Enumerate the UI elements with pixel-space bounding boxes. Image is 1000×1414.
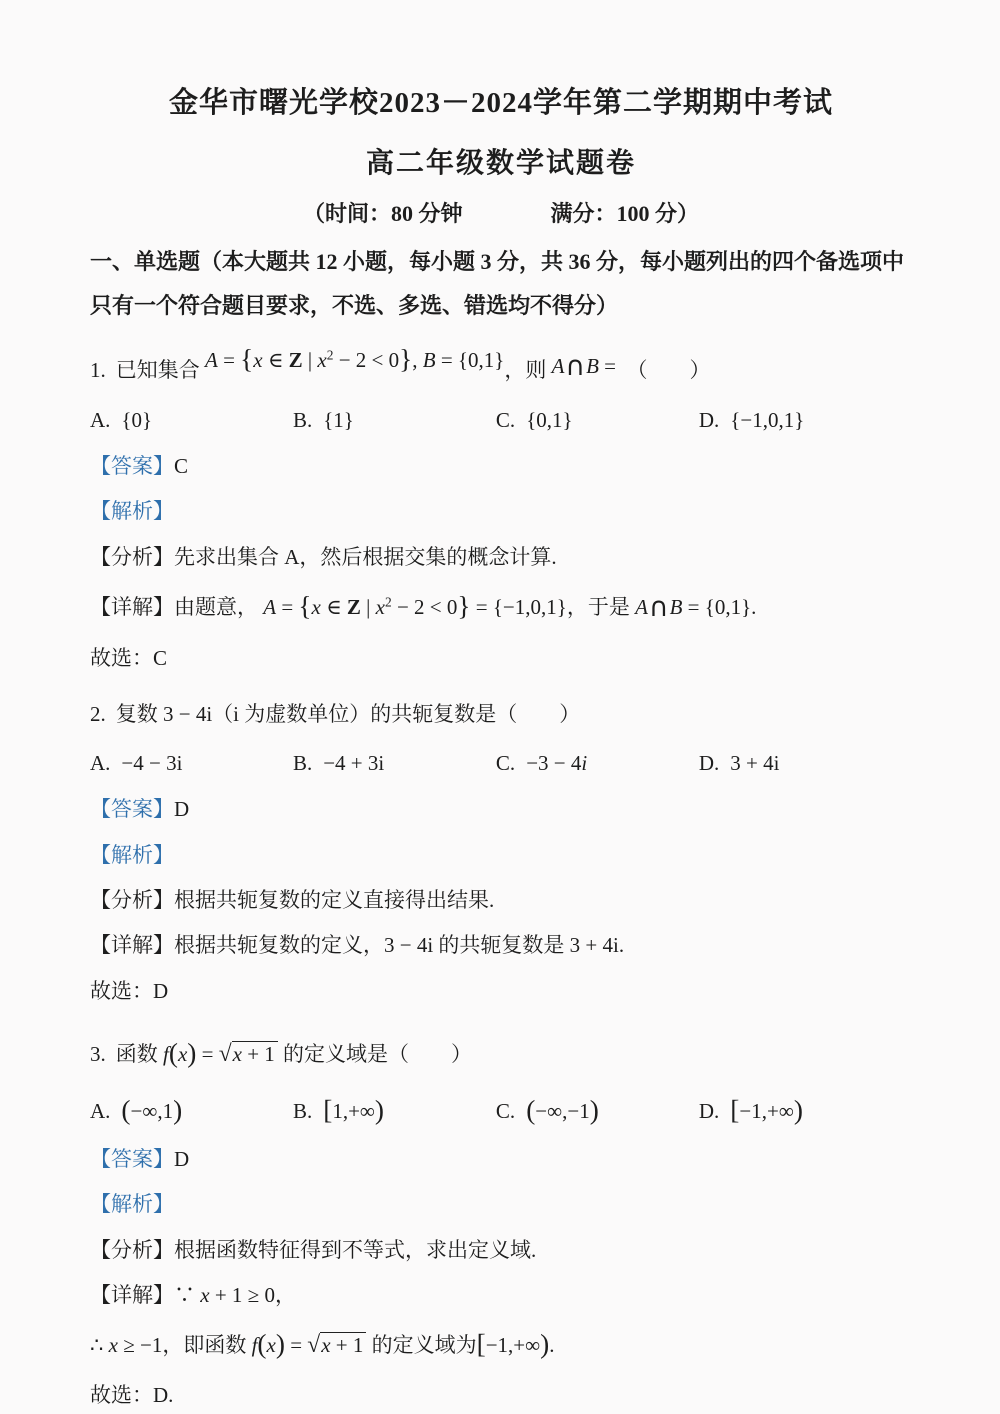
option-value: [−1,+∞) xyxy=(730,1094,803,1125)
option-a xyxy=(90,751,293,776)
answer-value: D xyxy=(174,1146,190,1171)
question-1 xyxy=(90,336,912,673)
option-value: −3 − 4i xyxy=(526,751,588,776)
question-stem-math: 已知集合 A = {x ∈ Z | $x^2 - 2 < 0$}, B = {0,1}，则 A∩B = （ ） xyxy=(115,344,711,382)
option-b xyxy=(293,1095,496,1126)
jiexi-line xyxy=(90,496,912,526)
option-label: A. xyxy=(90,1098,111,1123)
option-value: {0,1} xyxy=(526,407,573,432)
conclusion-line: 故选：D. xyxy=(90,1383,174,1407)
option-value: {−1,0,1} xyxy=(730,407,805,432)
option-d xyxy=(699,408,912,433)
answer-line xyxy=(90,794,912,824)
option-value: {0} xyxy=(121,407,153,432)
xiangjie-label: 【详解】 xyxy=(90,595,174,619)
question-number: 3. xyxy=(90,1042,106,1067)
option-value: (−∞,−1) xyxy=(526,1094,599,1125)
fenxi-line xyxy=(90,542,912,572)
question-number: 1. xyxy=(90,358,106,382)
option-label: B. xyxy=(292,1098,313,1123)
option-label: C. xyxy=(495,407,516,432)
answer-value: C xyxy=(174,453,189,478)
option-c xyxy=(496,751,699,776)
xiangjie-line xyxy=(90,930,912,960)
question-2-stem xyxy=(90,697,912,733)
option-value: −4 + 3i xyxy=(323,751,385,776)
page-title: 金华市曙光学校2023－2024学年第二学期期中考试 xyxy=(168,87,833,119)
question-2 xyxy=(90,697,912,1006)
option-label: A. xyxy=(90,751,111,776)
answer-line xyxy=(90,451,912,481)
option-label: D. xyxy=(698,751,720,776)
xiangjie-label: 【详解】 xyxy=(90,1282,174,1307)
option-label: C. xyxy=(495,751,516,776)
answer-line xyxy=(90,1144,912,1174)
question-stem-math: 函数 f(x) = √x + 1 的定义域是（ ） xyxy=(115,1038,473,1069)
option-label: C. xyxy=(495,1098,516,1123)
fenxi-text: 根据函数特征得到不等式，求出定义域. xyxy=(174,1237,537,1262)
option-d xyxy=(699,751,912,776)
option-b xyxy=(293,751,496,776)
option-value: [1,+∞) xyxy=(323,1094,384,1125)
jiexi-label: 【解析】 xyxy=(90,1192,174,1217)
question-stem-math: 复数 3 − 4i（i 为虚数单位）的共轭复数是（ ） xyxy=(115,702,581,727)
jiexi-label: 【解析】 xyxy=(90,499,174,524)
option-a xyxy=(90,1095,293,1126)
question-3 xyxy=(90,1030,912,1410)
option-value: −4 − 3i xyxy=(121,751,183,776)
jiexi-line xyxy=(90,1189,912,1219)
option-label: D. xyxy=(698,1098,720,1123)
page-subtitle: 高二年级数学试题卷 xyxy=(365,148,636,179)
question-1-options xyxy=(90,408,912,433)
xiangjie-line-2 xyxy=(90,1325,912,1365)
xiangjie-label: 【详解】 xyxy=(90,933,174,958)
option-value: (−∞,1) xyxy=(121,1094,183,1125)
question-3-stem xyxy=(90,1030,912,1076)
xiangjie-math: ∵ x + 1 ≥ 0， xyxy=(174,1282,296,1307)
fenxi-line xyxy=(90,885,912,915)
question-3-options xyxy=(90,1095,912,1126)
answer-label: 【答案】 xyxy=(90,797,174,822)
fenxi-text: 根据共轭复数的定义直接得出结果. xyxy=(174,887,495,912)
xiangjie-line xyxy=(90,1280,912,1310)
xiangjie-math: ∴ x ≥ −1，即函数 f(x) = √x + 1 的定义域为[−1,+∞). xyxy=(90,1329,555,1360)
option-value: {1} xyxy=(323,407,354,432)
xiangjie-line xyxy=(90,587,912,628)
conclusion-line: 故选：C xyxy=(90,645,168,670)
xiangjie-math: 根据共轭复数的定义，3 − 4i 的共轭复数是 3 + 4i. xyxy=(174,933,625,958)
xiangjie-math: 由题意， A = {x ∈ Z | $x^2 - 2 < 0\} = \{-1,0,1\}$，于是 A∩B = {0,1}. xyxy=(174,591,757,623)
option-label: D. xyxy=(698,407,720,432)
fenxi-label: 【分析】 xyxy=(90,544,174,569)
option-c xyxy=(496,408,699,433)
fenxi-label: 【分析】 xyxy=(90,1237,174,1262)
fenxi-line xyxy=(90,1235,912,1265)
option-label: A. xyxy=(90,407,111,432)
option-label: B. xyxy=(292,407,313,432)
jiexi-label: 【解析】 xyxy=(90,842,174,867)
question-2-options xyxy=(90,751,912,776)
option-c xyxy=(496,1095,699,1126)
conclusion-line: 故选：D xyxy=(90,978,169,1003)
option-d xyxy=(699,1095,912,1126)
question-1-stem xyxy=(90,336,912,390)
answer-label: 【答案】 xyxy=(90,1146,174,1171)
option-b xyxy=(293,408,496,433)
option-value: 3 + 4i xyxy=(730,751,780,776)
option-a xyxy=(90,408,293,433)
question-number: 2. xyxy=(90,702,106,727)
answer-label: 【答案】 xyxy=(90,453,174,478)
section-header: 一、单选题（本大题共 12 小题，每小题 3 分，共 36 分，每小题列出的四个备选项中只有一个符合题目要求，不选、多选、错选均不得分） xyxy=(90,249,905,318)
answer-value: D xyxy=(174,797,190,822)
fenxi-label: 【分析】 xyxy=(90,887,174,912)
fenxi-text: 先求出集合 A，然后根据交集的概念计算. xyxy=(174,544,557,569)
jiexi-line xyxy=(90,840,912,870)
exam-meta-line: （时间：80 分钟 满分：100 分） xyxy=(302,201,699,226)
option-label: B. xyxy=(292,751,313,776)
